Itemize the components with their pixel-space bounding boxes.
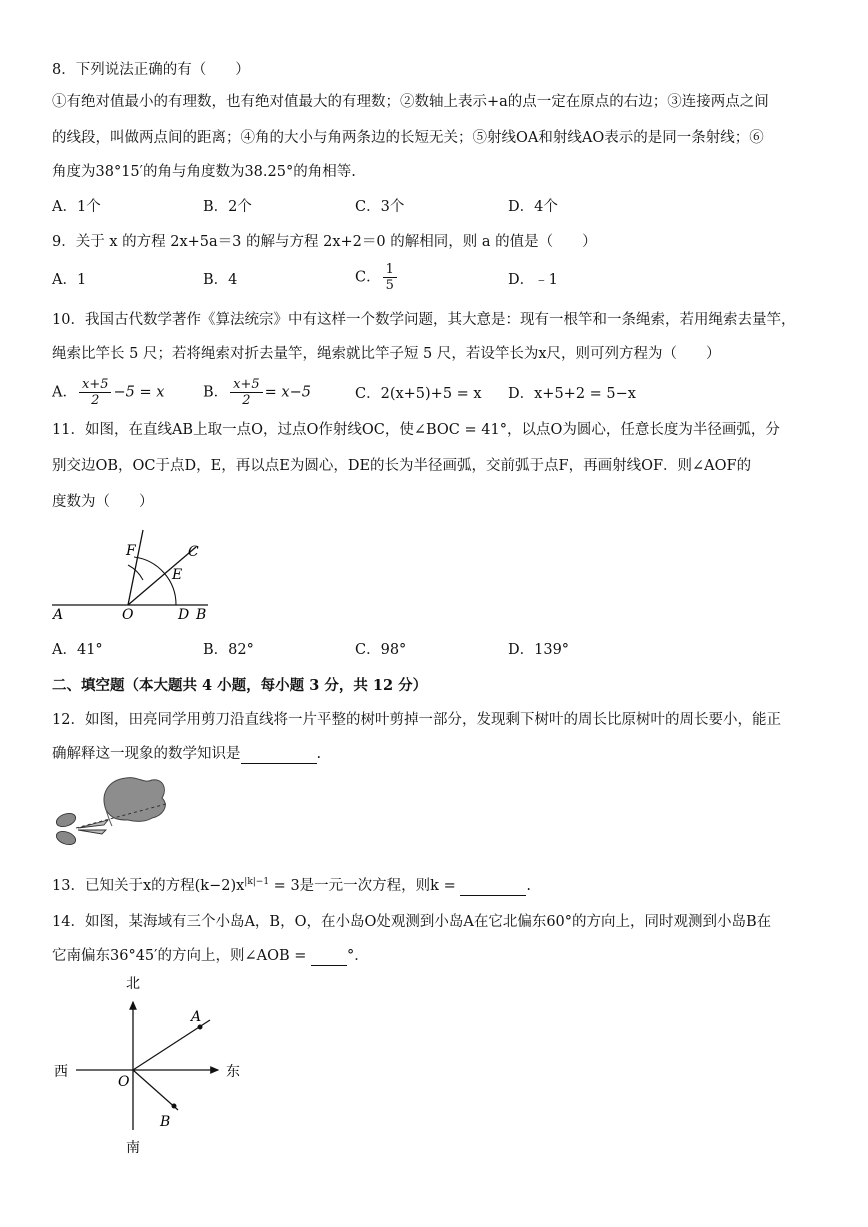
q9-option-c-label: C． — [355, 269, 381, 286]
label-a: A — [53, 607, 64, 620]
q10-option-d: D．x+5+2 = 5−x — [508, 386, 636, 402]
fraction-numerator: x+5 — [230, 377, 263, 393]
q12-line2 — [52, 744, 321, 764]
equation-rest: = x−5 — [264, 384, 311, 401]
q14-line2-end: °． — [346, 948, 369, 964]
option-label: B． — [203, 384, 229, 401]
q8-option-b: B．2个 — [203, 199, 252, 215]
q8-stem: 8．下列说法正确的有（ ） — [52, 62, 250, 78]
q8-statement-line3: 角度为38°15′的角与角度数为38.25°的角相等. — [52, 164, 356, 180]
equation-rest: −5 = x — [113, 384, 165, 401]
q11-angle-figure — [48, 525, 218, 620]
scissor-blade-upper — [78, 820, 108, 828]
q14-answer-blank[interactable] — [311, 949, 347, 966]
q8-statement-line2: 的线段，叫做两点间的距离；④角的大小与角两条边的长短无关；⑤射线OA和射线AO表示的是同一条射线；⑥ — [52, 130, 764, 146]
scissor-handle-upper — [55, 811, 78, 829]
fraction-numerator: x+5 — [79, 377, 112, 393]
q10-line1: 10．我国古代数学著作《算法统宗》中有这样一个数学问题，其大意是：现有一根竿和一条绳索，若用绳索去量竿， — [52, 312, 796, 328]
point-b — [172, 1104, 177, 1109]
q11-option-b: B．82° — [203, 642, 254, 658]
scissor-blade-lower — [78, 830, 106, 834]
label-west: 西 — [54, 1064, 68, 1080]
q14-line2 — [52, 946, 369, 966]
q14-line2-text: 它南偏东36°45′的方向上，则∠AOB = — [52, 948, 311, 964]
q13-answer-blank[interactable] — [460, 879, 526, 896]
q8-option-c: C．3个 — [355, 199, 405, 215]
q12-line2-text: 确解释这一现象的数学知识是 — [52, 746, 241, 762]
q10-option-b — [203, 377, 311, 408]
q8-statement-line1: ①有绝对值最小的有理数，也有绝对值最大的有理数；②数轴上表示+a的点一定在原点的右边；③连接两点之间 — [52, 94, 769, 110]
label-east: 东 — [226, 1064, 240, 1080]
ray-ob — [133, 1070, 178, 1110]
q12-line2-period: . — [316, 746, 322, 762]
fraction-denominator: 2 — [91, 393, 100, 408]
q11-option-a: A．41° — [52, 642, 103, 658]
q10-line2: 绳索比竿长 5 尺；若将绳索对折去量竿，绳索就比竿子短 5 尺，若设竿长为x尺，则可列方程为（ ） — [52, 346, 721, 362]
label-a: A — [191, 1009, 202, 1025]
q9-option-d: D．﹣1 — [508, 272, 558, 288]
leaf-shape — [104, 778, 165, 822]
q9-option-c — [355, 262, 399, 293]
q11-option-c: C．98° — [355, 642, 407, 658]
label-f: F — [126, 543, 136, 559]
section-2-title: 二、填空题（本大题共 4 小题，每小题 3 分，共 12 分） — [52, 677, 428, 694]
q11-line3: 度数为（ ） — [52, 494, 154, 510]
label-south: 南 — [126, 1140, 140, 1156]
label-e: E — [172, 567, 183, 583]
q12-answer-blank[interactable] — [241, 747, 317, 764]
label-c: C — [188, 544, 199, 560]
option-label: A． — [52, 384, 77, 401]
q9-option-c-fraction — [383, 262, 397, 293]
q10-option-a-fraction — [79, 377, 112, 408]
q8-option-a: A．1个 — [52, 199, 101, 215]
q12-line1: 12．如图，田亮同学用剪刀沿直线将一片平整的树叶剪掉一部分，发现剩下树叶的周长比原树叶的周长要小，能正 — [52, 712, 781, 728]
q13-exponent: |k|−1 — [244, 877, 270, 887]
point-a — [198, 1025, 203, 1030]
fraction-denominator: 5 — [385, 278, 394, 293]
label-d: D — [178, 607, 190, 620]
q12-leaf-scissors-figure — [48, 772, 173, 857]
q10-option-c: C．2(x+5)+5 = x — [355, 386, 482, 402]
q10-option-b-fraction — [230, 377, 263, 408]
arc-de — [134, 557, 176, 605]
q13-text-pre: 13．已知关于x的方程(k−2)x — [52, 877, 245, 894]
q10-option-a — [52, 377, 164, 408]
q9-option-a: A．1 — [52, 272, 87, 288]
q14-line1: 14．如图，某海域有三个小岛A，B，O，在小岛O处观测到小岛A在它北偏东60°的方向上，同时观测到小岛B在 — [52, 914, 772, 930]
q11-line1: 11．如图，在直线AB上取一点O，过点O作射线OC，使∠BOC = 41°，以点O为圆心，任意长度为半径画弧，分 — [52, 422, 780, 438]
label-b: B — [160, 1114, 171, 1130]
fraction-denominator: 2 — [242, 393, 251, 408]
label-north: 北 — [126, 976, 140, 992]
label-b: B — [196, 607, 207, 620]
label-o: O — [118, 1074, 130, 1090]
q9-option-b: B．4 — [203, 272, 238, 288]
q11-option-d: D．139° — [508, 642, 570, 658]
q11-line2: 别交边OB，OC于点D，E，再以点E为圆心，DE的长为半径画弧，交前弧于点F，再画射线OF．则∠AOF的 — [52, 458, 752, 474]
q9-stem: 9．关于 x 的方程 2x+5a＝3 的解与方程 2x+2＝0 的解相同，则 a 的值是（ ） — [52, 234, 597, 250]
label-o: O — [122, 607, 134, 620]
q13-line — [52, 872, 531, 896]
fraction-numerator: 1 — [383, 262, 397, 278]
q8-option-d: D．4个 — [508, 199, 558, 215]
q13-period: . — [526, 877, 531, 894]
scissor-handle-lower — [55, 829, 78, 847]
q13-text-mid: = 3是一元一次方程，则k = — [269, 877, 461, 894]
q14-direction-figure — [48, 970, 258, 1160]
